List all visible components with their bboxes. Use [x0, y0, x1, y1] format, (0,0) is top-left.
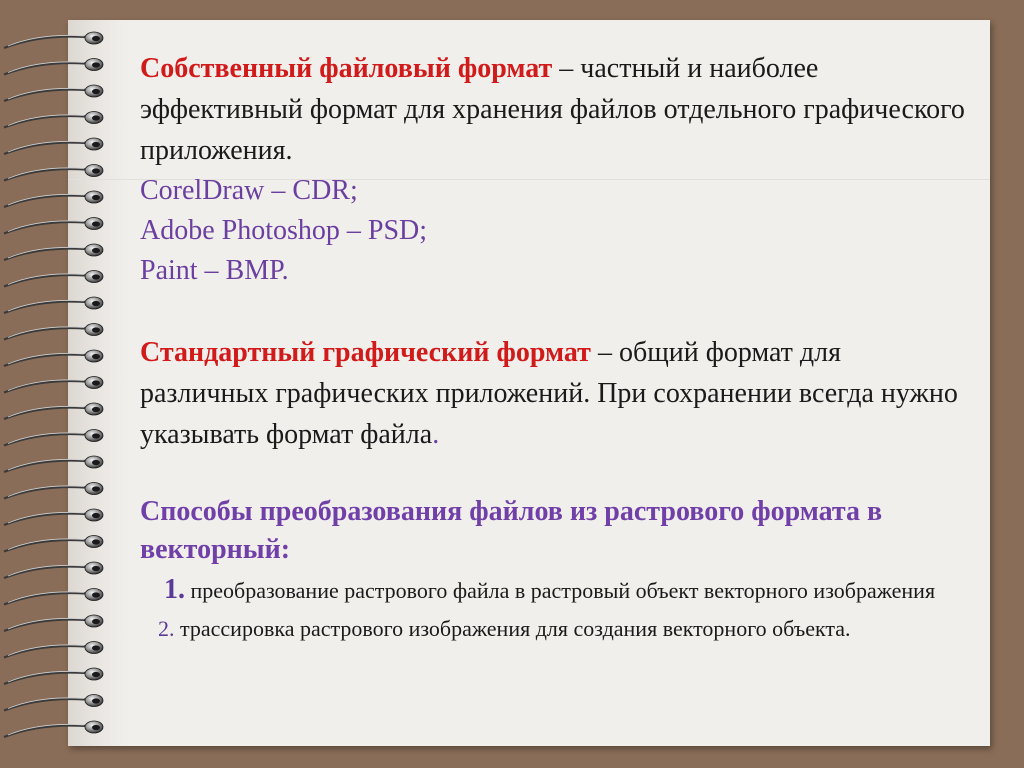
- spiral-wire: [4, 89, 86, 101]
- spiral-ring-hole: [92, 486, 100, 491]
- spiral-wire: [4, 195, 86, 207]
- spiral-ring-hole: [92, 592, 100, 597]
- spiral-wire: [4, 513, 86, 525]
- spiral-ring-hole: [92, 36, 100, 41]
- spiral-ring-hole: [92, 380, 100, 385]
- standard-format-definition: – общий формат для различных графических приложений. При сохранении всегда нужно указывать формат файла: [140, 337, 958, 450]
- spiral-ring-hole: [92, 698, 100, 703]
- spiral-wire: [4, 540, 86, 552]
- spiral-wire: [4, 36, 86, 48]
- spiral-ring-hole: [92, 221, 100, 226]
- slide-content: [140, 48, 970, 646]
- item-number-1: 1.: [164, 574, 185, 605]
- spiral-ring-hole: [92, 142, 100, 147]
- paragraph-own-format: [140, 48, 970, 171]
- spiral-wire: [4, 487, 86, 499]
- spiral-wire: [4, 619, 86, 631]
- spiral-wire: [4, 460, 86, 472]
- spiral-ring-hole: [92, 168, 100, 173]
- spiral-wire: [4, 434, 86, 446]
- spiral-ring-hole: [92, 301, 100, 306]
- example-paint: Paint – BMP.: [140, 255, 289, 286]
- spiral-ring-hole: [92, 274, 100, 279]
- spiral-ring-hole: [92, 354, 100, 359]
- term-standard-format: Стандартный графический формат: [140, 337, 591, 368]
- spiral-ring-hole: [92, 195, 100, 200]
- spiral-wire: [4, 407, 86, 419]
- spiral-ring-hole: [92, 327, 100, 332]
- spiral-ring-hole: [92, 89, 100, 94]
- spiral-wire: [4, 566, 86, 578]
- paragraph-standard-format: [140, 332, 970, 455]
- spiral-wire: [4, 275, 86, 287]
- spiral-ring-hole: [92, 645, 100, 650]
- spiral-ring-hole: [92, 539, 100, 544]
- spiral-wire: [4, 328, 86, 340]
- spiral-ring-hole: [92, 115, 100, 120]
- spiral-ring-hole: [92, 407, 100, 412]
- term-own-format: Собственный файловый формат: [140, 53, 553, 84]
- spiral-ring-hole: [92, 248, 100, 253]
- conversion-item-2: [140, 612, 970, 646]
- spiral-wire: [4, 354, 86, 366]
- spiral-ring-hole: [92, 513, 100, 518]
- spiral-ring-hole: [92, 619, 100, 624]
- spiral-wire: [4, 672, 86, 684]
- spiral-wire: [4, 593, 86, 605]
- spiral-ring-hole: [92, 62, 100, 67]
- own-format-definition: – частный и наиболее эффективный формат для хранения файлов отдельного графического приложения.: [140, 53, 965, 166]
- spiral-binding-icon: [0, 28, 120, 748]
- spiral-ring-hole: [92, 460, 100, 465]
- spiral-ring-hole: [92, 672, 100, 677]
- spiral-wire: [4, 116, 86, 128]
- item-text-1: преобразование растрового файла в растровый объект векторного изображения: [185, 578, 936, 603]
- conversion-heading: Способы преобразования файлов из растрового формата в векторный:: [140, 496, 883, 565]
- spiral-ring-hole: [92, 566, 100, 571]
- standard-format-period: .: [432, 419, 440, 450]
- conversion-item-1: [140, 573, 970, 608]
- spiral-wire: [4, 63, 86, 75]
- spiral-wire: [4, 248, 86, 260]
- spiral-wire: [4, 699, 86, 711]
- spiral-wire: [4, 142, 86, 154]
- spiral-wire: [4, 381, 86, 393]
- spiral-ring-hole: [92, 725, 100, 730]
- example-coreldraw: CorelDraw – CDR;: [140, 175, 358, 206]
- spiral-wire: [4, 222, 86, 234]
- spiral-wire: [4, 646, 86, 658]
- spiral-wire: [4, 301, 86, 313]
- spiral-wire: [4, 725, 86, 737]
- spiral-wire: [4, 169, 86, 181]
- item-number-2: 2.: [158, 616, 175, 641]
- example-photoshop: Adobe Photoshop – PSD;: [140, 215, 428, 246]
- item-text-2: трассировка растрового изображения для создания векторного объекта.: [174, 616, 851, 641]
- spiral-ring-hole: [92, 433, 100, 438]
